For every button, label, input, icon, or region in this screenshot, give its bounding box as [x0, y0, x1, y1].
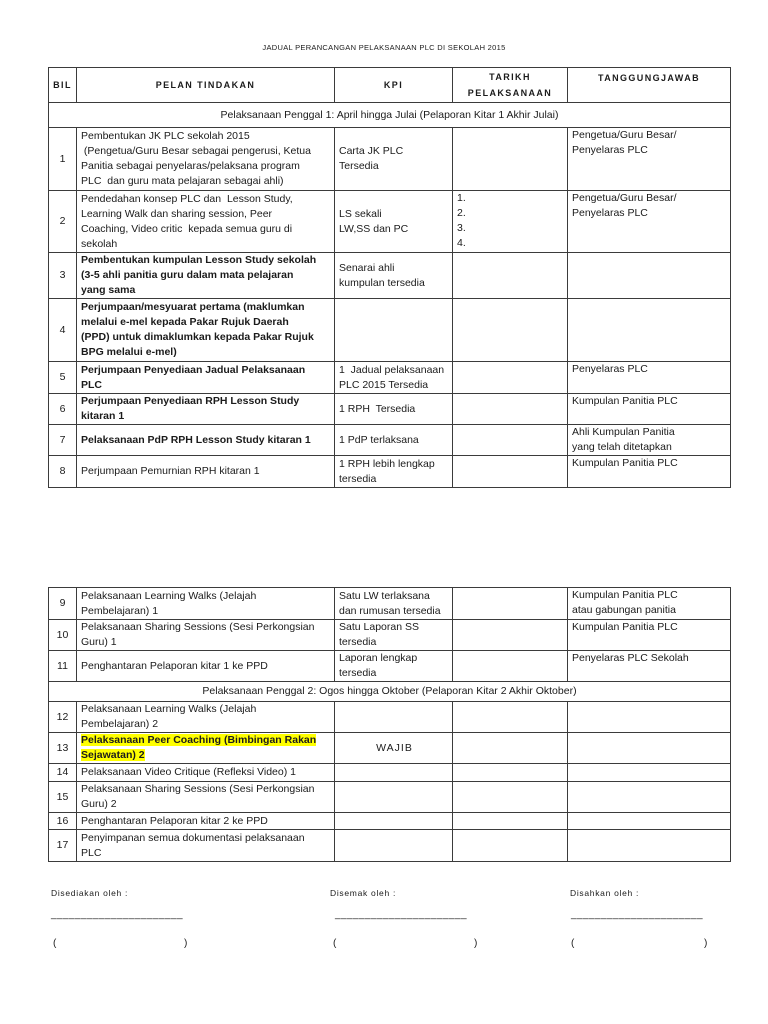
plan-table-part-1 — [48, 67, 731, 488]
bil-cell: 2 — [49, 191, 77, 253]
pelan-tindakan-cell: Pembentukan kumpulan Lesson Study sekolah (3-5 ahli panitia guru dalam mata pelajaran yang sama — [77, 253, 335, 299]
header-kpi: KPI — [335, 68, 453, 103]
table-row — [49, 394, 731, 425]
kpi-cell: Satu Laporan SS tersedia — [335, 620, 453, 651]
kpi-cell: WAJIB — [335, 733, 453, 764]
table-row — [49, 456, 731, 488]
table-row — [49, 764, 731, 782]
prepared-by-label: Disediakan oleh : — [51, 888, 129, 898]
tarikh-cell — [453, 128, 568, 191]
table-row — [49, 299, 731, 362]
table-row — [49, 651, 731, 682]
document-title: JADUAL PERANCANGAN PELAKSANAAN PLC DI SEKOLAH 2015 — [262, 43, 506, 52]
kpi-cell — [335, 813, 453, 830]
bil-cell: 16 — [49, 813, 77, 830]
pelan-tindakan-cell: Pelaksanaan Learning Walks (Jelajah Pembelajaran) 2 — [77, 702, 335, 733]
bil-cell: 6 — [49, 394, 77, 425]
tarikh-cell — [453, 702, 568, 733]
bil-cell: 15 — [49, 782, 77, 813]
checked-by-label: Disemak oleh : — [330, 888, 397, 898]
tarikh-cell — [453, 733, 568, 764]
kpi-cell: 1 RPH Tersedia — [335, 394, 453, 425]
tarikh-cell — [453, 588, 568, 620]
table-header-row — [49, 68, 731, 103]
tarikh-cell — [453, 813, 568, 830]
header-pelan-tindakan: PELAN TINDAKAN — [77, 68, 335, 103]
section-row — [49, 103, 731, 128]
tanggungjawab-cell — [568, 813, 731, 830]
section-title: Pelaksanaan Penggal 2: Ogos hingga Oktober (Pelaporan Kitar 2 Akhir Oktober) — [49, 682, 731, 702]
prepared-by-close-paren: ) — [184, 938, 188, 949]
bil-cell: 8 — [49, 456, 77, 488]
tanggungjawab-cell — [568, 253, 731, 299]
bil-cell: 17 — [49, 830, 77, 862]
bil-cell: 3 — [49, 253, 77, 299]
table-row — [49, 702, 731, 733]
kpi-cell: Laporan lengkap tersedia — [335, 651, 453, 682]
pelan-tindakan-cell: Perjumpaan Pemurnian RPH kitaran 1 — [77, 456, 335, 488]
pelan-tindakan-cell: Pelaksanaan Sharing Sessions (Sesi Perkongsian Guru) 1 — [77, 620, 335, 651]
pelan-tindakan-cell: Pelaksanaan Learning Walks (Jelajah Pembelajaran) 1 — [77, 588, 335, 620]
tarikh-cell — [453, 764, 568, 782]
kpi-cell — [335, 830, 453, 862]
kpi-cell: 1 Jadual pelaksanaan PLC 2015 Tersedia — [335, 362, 453, 394]
bil-cell: 9 — [49, 588, 77, 620]
pelan-tindakan-cell: Pelaksanaan PdP RPH Lesson Study kitaran 1 — [77, 425, 335, 456]
section-title: Pelaksanaan Penggal 1: April hingga Julai (Pelaporan Kitar 1 Akhir Julai) — [49, 103, 731, 128]
table-row — [49, 830, 731, 862]
tanggungjawab-cell — [568, 782, 731, 813]
pelan-tindakan-cell: Penghantaran Pelaporan kitar 1 ke PPD — [77, 651, 335, 682]
tanggungjawab-cell: Kumpulan Panitia PLC — [568, 394, 731, 425]
tarikh-cell — [453, 253, 568, 299]
checked-by-open-paren: ( — [333, 938, 337, 949]
table-row — [49, 782, 731, 813]
table-row — [49, 620, 731, 651]
pelan-tindakan-cell: Perjumpaan/mesyuarat pertama (maklumkan melalui e-mel kepada Pakar Rujuk Daerah (PPD) untuk dimaklumkan kepada Pakar Rujuk BPG melalui e-mel) — [77, 299, 335, 362]
prepared-by-signature-line: ______________________ — [51, 909, 184, 920]
tanggungjawab-cell: Kumpulan Panitia PLC — [568, 620, 731, 651]
table-row — [49, 128, 731, 191]
table-row — [49, 733, 731, 764]
header-tarikh-pelaksanaan: TARIKH PELAKSANAAN — [453, 68, 568, 103]
tanggungjawab-cell: Kumpulan Panitia PLC — [568, 456, 731, 488]
tanggungjawab-cell — [568, 733, 731, 764]
tanggungjawab-cell — [568, 830, 731, 862]
section-row — [49, 682, 731, 702]
tanggungjawab-cell: Kumpulan Panitia PLC atau gabungan panitia — [568, 588, 731, 620]
tanggungjawab-cell: Penyelaras PLC — [568, 362, 731, 394]
approved-by-close-paren: ) — [704, 938, 708, 949]
bil-cell: 11 — [49, 651, 77, 682]
tanggungjawab-cell: Pengetua/Guru Besar/ Penyelaras PLC — [568, 128, 731, 191]
bil-cell: 7 — [49, 425, 77, 456]
tarikh-cell — [453, 299, 568, 362]
kpi-cell: LS sekali LW,SS dan PC — [335, 191, 453, 253]
tanggungjawab-cell — [568, 764, 731, 782]
table-row — [49, 425, 731, 456]
tarikh-cell — [453, 620, 568, 651]
header-tanggungjawab: TANGGUNGJAWAB — [568, 68, 731, 103]
pelan-tindakan-cell: Perjumpaan Penyediaan RPH Lesson Study kitaran 1 — [77, 394, 335, 425]
kpi-cell: Carta JK PLC Tersedia — [335, 128, 453, 191]
bil-cell: 5 — [49, 362, 77, 394]
kpi-cell: 1 RPH lebih lengkap tersedia — [335, 456, 453, 488]
tarikh-cell — [453, 651, 568, 682]
table-row — [49, 813, 731, 830]
plan-table-part-2 — [48, 587, 731, 862]
bil-cell: 13 — [49, 733, 77, 764]
bil-cell: 1 — [49, 128, 77, 191]
kpi-cell — [335, 299, 453, 362]
tarikh-cell — [453, 362, 568, 394]
approved-by-signature-line: ______________________ — [571, 909, 704, 920]
kpi-cell — [335, 702, 453, 733]
tanggungjawab-cell — [568, 702, 731, 733]
kpi-cell — [335, 764, 453, 782]
checked-by-close-paren: ) — [474, 938, 478, 949]
tarikh-cell — [453, 830, 568, 862]
pelan-tindakan-cell: Penyimpanan semua dokumentasi pelaksanaan PLC — [77, 830, 335, 862]
bil-cell: 10 — [49, 620, 77, 651]
approved-by-label: Disahkan oleh : — [570, 888, 640, 898]
bil-cell: 4 — [49, 299, 77, 362]
highlighted-text: Pelaksanaan Peer Coaching (Bimbingan Rakan Sejawatan) 2 — [81, 734, 317, 761]
pelan-tindakan-cell: Perjumpaan Penyediaan Jadual Pelaksanaan PLC — [77, 362, 335, 394]
tarikh-cell — [453, 456, 568, 488]
approved-by-open-paren: ( — [571, 938, 575, 949]
pelan-tindakan-cell: Pelaksanaan Sharing Sessions (Sesi Perkongsian Guru) 2 — [77, 782, 335, 813]
tanggungjawab-cell: Ahli Kumpulan Panitia yang telah ditetapkan — [568, 425, 731, 456]
tanggungjawab-cell: Pengetua/Guru Besar/ Penyelaras PLC — [568, 191, 731, 253]
tarikh-cell — [453, 782, 568, 813]
pelan-tindakan-cell: Pembentukan JK PLC sekolah 2015 (Pengetua/Guru Besar sebagai pengerusi, Ketua Panitia sebagai penyelaras/pelaksana program PLC dan guru mata pelajaran sebagai ahli) — [77, 128, 335, 191]
bil-cell: 12 — [49, 702, 77, 733]
checked-by-signature-line: ______________________ — [335, 909, 468, 920]
kpi-cell: Satu LW terlaksana dan rumusan tersedia — [335, 588, 453, 620]
kpi-cell: 1 PdP terlaksana — [335, 425, 453, 456]
prepared-by-open-paren: ( — [53, 938, 57, 949]
tanggungjawab-cell: Penyelaras PLC Sekolah — [568, 651, 731, 682]
pelan-tindakan-cell: Pendedahan konsep PLC dan Lesson Study, Learning Walk dan sharing session, Peer Coaching, Video critic kepada semua guru di sekolah — [77, 191, 335, 253]
table-row — [49, 362, 731, 394]
kpi-cell — [335, 782, 453, 813]
table-row — [49, 253, 731, 299]
bil-cell: 14 — [49, 764, 77, 782]
table-row — [49, 191, 731, 253]
tarikh-cell — [453, 425, 568, 456]
table-row — [49, 588, 731, 620]
header-bil: BIL — [49, 68, 77, 103]
tarikh-cell — [453, 394, 568, 425]
pelan-tindakan-cell: Pelaksanaan Video Critique (Refleksi Video) 1 — [77, 764, 335, 782]
pelan-tindakan-cell: Penghantaran Pelaporan kitar 2 ke PPD — [77, 813, 335, 830]
kpi-cell: Senarai ahli kumpulan tersedia — [335, 253, 453, 299]
tanggungjawab-cell — [568, 299, 731, 362]
tarikh-cell: 1. 2. 3. 4. — [453, 191, 568, 253]
pelan-tindakan-cell — [77, 733, 335, 764]
